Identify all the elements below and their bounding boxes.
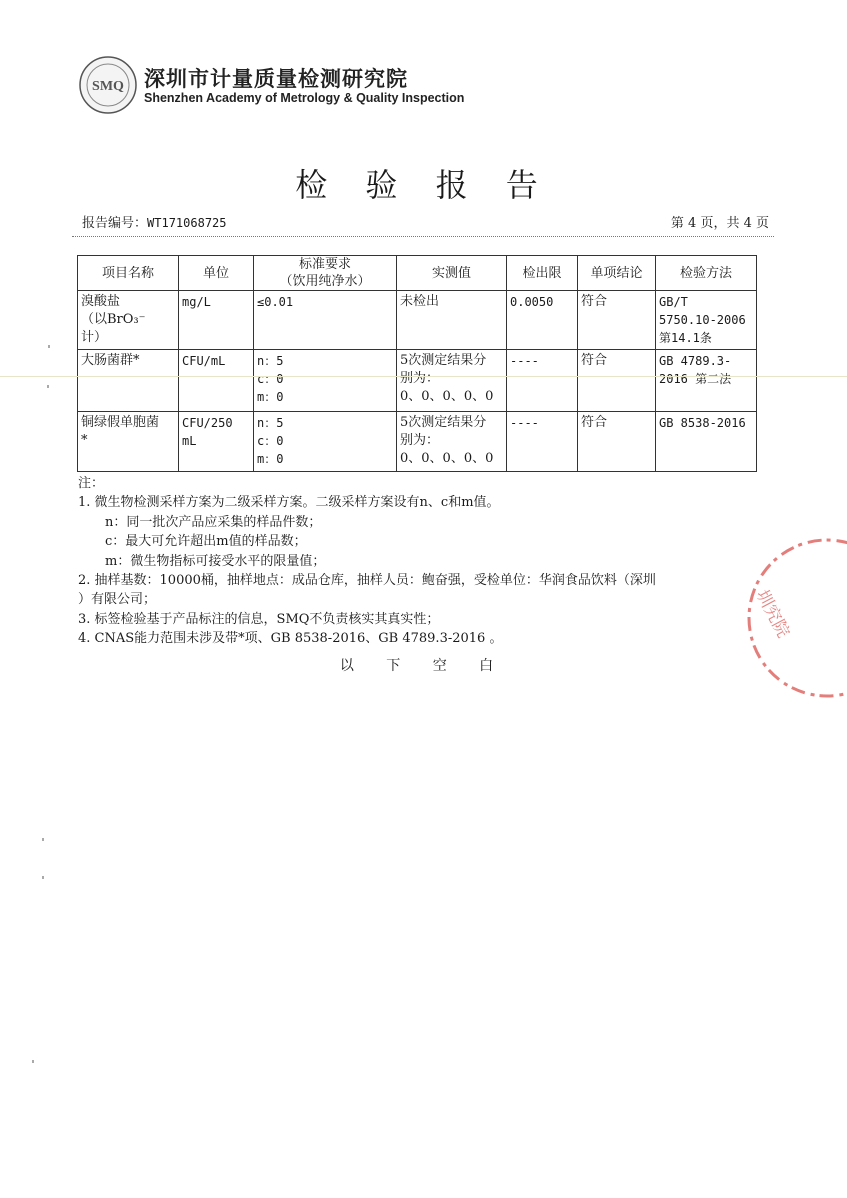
col-method: 检验方法 bbox=[656, 256, 757, 291]
col-detection-limit: 检出限 bbox=[507, 256, 578, 291]
col-unit: 单位 bbox=[179, 256, 254, 291]
col-requirement-line1: 标准要求 bbox=[298, 257, 351, 272]
cell-limit: ---- bbox=[507, 350, 578, 412]
cell-limit: ---- bbox=[507, 412, 578, 472]
cell-measured: 5次测定结果分 别为： 0、0、0、0、0 bbox=[397, 412, 507, 472]
seal-graphic bbox=[735, 538, 847, 698]
note-line: c：最大可允许超出m值的样品数； bbox=[105, 534, 307, 550]
seal-text: 圳究院 bbox=[751, 586, 794, 642]
logo-text: SMQ bbox=[92, 79, 124, 94]
scan-artifact-dot bbox=[42, 876, 44, 879]
note-line: 2. 抽样基数：10000桶，抽样地点：成品仓库，抽样人员：鲍奋强，受检单位：华润食品饮料（深圳 bbox=[78, 573, 656, 589]
smq-logo bbox=[78, 55, 138, 115]
cell-method: GB 8538-2016 bbox=[656, 412, 757, 472]
note-line: n：同一批次产品应采集的样品件数； bbox=[105, 514, 322, 530]
note-line: 3. 标签检验基于产品标注的信息，SMQ不负责核实其真实性； bbox=[78, 611, 440, 627]
official-seal-stamp bbox=[735, 538, 847, 698]
cell-conclusion: 符合 bbox=[578, 412, 656, 472]
cell-requirement: n：5 c：0 m：0 bbox=[254, 412, 397, 472]
cell-item: 溴酸盐 （以BrO₃⁻ 计） bbox=[78, 291, 179, 350]
org-header bbox=[78, 55, 498, 113]
col-requirement-line2: （饮用纯净水） bbox=[279, 274, 371, 289]
results-table bbox=[77, 255, 757, 472]
cell-unit: CFU/mL bbox=[179, 350, 254, 412]
col-item-name: 项目名称 bbox=[78, 256, 179, 291]
cell-conclusion: 符合 bbox=[578, 350, 656, 412]
cell-requirement: n：5 c：0 m：0 bbox=[254, 350, 397, 412]
org-name-cn: 深圳市计量质量检测研究院 bbox=[144, 67, 408, 91]
table-row bbox=[78, 350, 757, 412]
cell-item: 铜绿假单胞菌 * bbox=[78, 412, 179, 472]
note-line: 1. 微生物检测采样方案为二级采样方案。二级采样方案设有n、c和m值。 bbox=[78, 495, 500, 511]
cell-unit: mg/L bbox=[179, 291, 254, 350]
col-measured: 实测值 bbox=[397, 256, 507, 291]
col-conclusion: 单项结论 bbox=[578, 256, 656, 291]
scan-artifact-dot bbox=[42, 838, 44, 841]
scan-artifact-dot bbox=[47, 385, 49, 388]
header-divider bbox=[72, 236, 774, 237]
end-of-report-mark: 以 下 空 白 bbox=[339, 658, 508, 674]
report-number-label: 报告编号： bbox=[82, 216, 148, 231]
col-requirement bbox=[254, 256, 397, 291]
scan-artifact-dot bbox=[48, 345, 50, 348]
page-info: 第 4 页，共 4 页 bbox=[670, 216, 769, 231]
cell-measured: 未检出 bbox=[397, 291, 507, 350]
org-name-en: Shenzhen Academy of Metrology & Quality Inspection bbox=[144, 91, 465, 105]
table-row bbox=[78, 412, 757, 472]
cell-requirement: ≤0.01 bbox=[254, 291, 397, 350]
note-line: 4. CNAS能力范围未涉及带*项、GB 8538-2016、GB 4789.3-2016 。 bbox=[78, 631, 503, 647]
cell-conclusion: 符合 bbox=[578, 291, 656, 350]
report-title: 检 验 报 告 bbox=[295, 166, 552, 204]
notes-section bbox=[78, 474, 768, 649]
cell-method: GB 4789.3- 2016 第二法 bbox=[656, 350, 757, 412]
notes-heading: 注： bbox=[78, 476, 105, 491]
cell-measured: 5次测定结果分 别为： 0、0、0、0、0 bbox=[397, 350, 507, 412]
scan-artifact-dot bbox=[32, 1060, 34, 1063]
report-number-value: WT171068725 bbox=[147, 216, 227, 230]
note-line: m：微生物指标可接受水平的限量值； bbox=[105, 553, 326, 569]
note-line: ）有限公司； bbox=[78, 592, 157, 608]
scan-artifact-line bbox=[0, 376, 847, 377]
cell-unit: CFU/250 mL bbox=[179, 412, 254, 472]
cell-limit: 0.0050 bbox=[507, 291, 578, 350]
table-row bbox=[78, 291, 757, 350]
table-header-row bbox=[78, 256, 757, 291]
cell-method: GB/T 5750.10-2006 第14.1条 bbox=[656, 291, 757, 350]
cell-item: 大肠菌群* bbox=[78, 350, 179, 412]
report-number bbox=[82, 212, 227, 231]
